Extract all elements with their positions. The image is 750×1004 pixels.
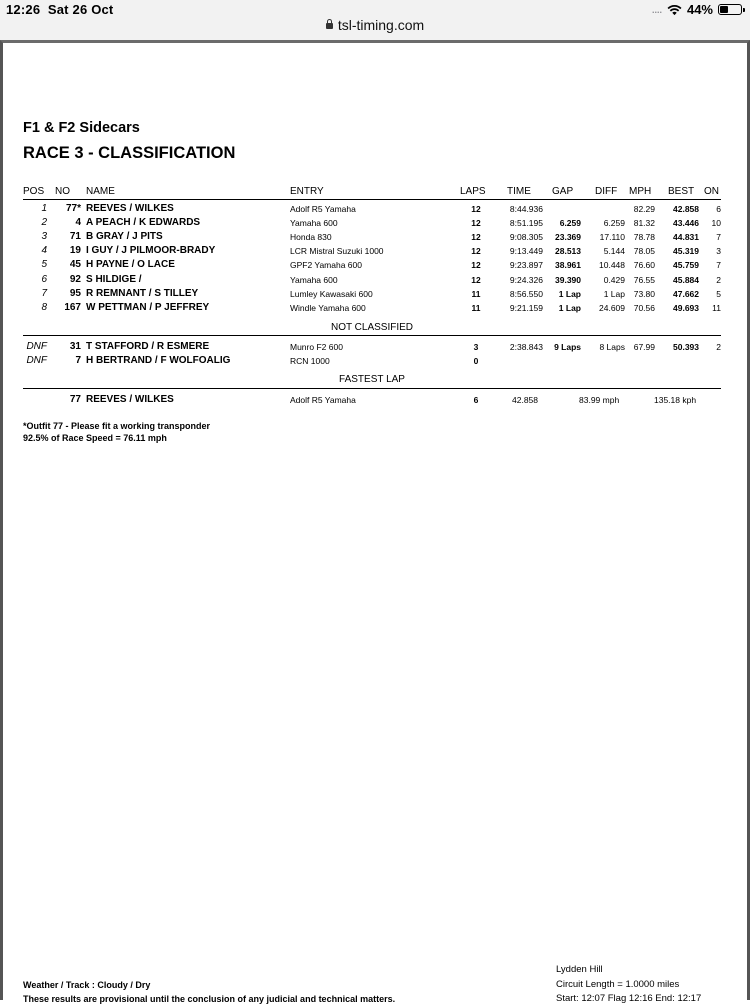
- address-bar[interactable]: [0, 17, 750, 33]
- table-row-on: 7: [716, 232, 721, 242]
- table-row-entry: Yamaha 600: [290, 218, 338, 228]
- table-row-entry: Yamaha 600: [290, 275, 338, 285]
- table-row-mph: 82.29: [633, 204, 655, 214]
- table-row-diff: 6.259: [603, 218, 625, 228]
- header-laps: LAPS: [460, 186, 486, 197]
- table-row-pos: 4: [41, 245, 47, 256]
- event-title: F1 & F2 Sidecars: [23, 120, 140, 136]
- provisional-disclaimer: These results are provisional until the conclusion of any judicial and technical matters.: [23, 994, 396, 1004]
- table-row-laps: 12: [471, 218, 481, 228]
- table-row-entry: GPF2 Yamaha 600: [290, 260, 362, 270]
- table-row-no: 95: [69, 288, 81, 299]
- session-times: Start: 12:07 Flag 12:16 End: 12:17: [556, 993, 702, 1004]
- url-text: tsl-timing.com: [337, 17, 425, 33]
- table-row-laps: 12: [471, 204, 481, 214]
- table-row-no: 77*: [65, 203, 81, 214]
- table-row-best: 45.319: [673, 246, 699, 256]
- table-row-on: 5: [716, 289, 721, 299]
- table-row-dnf-on: 2: [716, 342, 721, 352]
- table-row-dnf-name: T STAFFORD / R ESMERE: [86, 341, 210, 352]
- fastest-lap-number: 6: [473, 395, 479, 405]
- table-row-mph: 73.80: [633, 289, 655, 299]
- table-row-dnf-pos: DNF: [26, 355, 47, 366]
- table-row-pos: 7: [41, 288, 47, 299]
- fastest-lap-no: 77: [69, 394, 81, 405]
- table-row-pos: 1: [41, 203, 47, 214]
- header-time: TIME: [507, 186, 531, 197]
- header-rule: [23, 199, 721, 200]
- venue: Lydden Hill: [556, 964, 603, 975]
- table-row-pos: 5: [41, 259, 47, 270]
- table-row-dnf-mph: 67.99: [633, 342, 655, 352]
- table-row-name: S HILDIGE /: [86, 274, 142, 285]
- table-row-diff: 24.609: [599, 303, 625, 313]
- fastest-lap-name: REEVES / WILKES: [86, 394, 174, 405]
- table-row-laps: 12: [471, 246, 481, 256]
- table-row-laps: 12: [471, 275, 481, 285]
- header-gap: GAP: [552, 186, 574, 197]
- table-row-entry: Adolf R5 Yamaha: [290, 204, 356, 214]
- note-race-speed: 92.5% of Race Speed = 76.11 mph: [23, 433, 167, 443]
- table-row-pos: 6: [41, 274, 47, 285]
- table-row-dnf-entry: Munro F2 600: [290, 342, 343, 352]
- table-row-dnf-no: 7: [75, 355, 81, 366]
- fastest-lap-label: FASTEST LAP: [339, 374, 405, 385]
- table-row-dnf-name: H BERTRAND / F WOLFOALIG: [86, 355, 231, 366]
- table-row-time: 9:13.449: [509, 246, 543, 256]
- table-row-name: W PETTMAN / P JEFFREY: [86, 302, 210, 313]
- table-row-gap: 1 Lap: [558, 303, 581, 313]
- circuit-length: Circuit Length = 1.0000 miles: [556, 979, 680, 990]
- not-classified-rule: [23, 335, 721, 336]
- table-row-gap: 28.513: [555, 246, 581, 256]
- table-row-name: R REMNANT / S TILLEY: [86, 288, 199, 299]
- table-row-on: 10: [711, 218, 721, 228]
- table-row-dnf-pos: DNF: [26, 341, 47, 352]
- header-no: NO: [55, 186, 70, 197]
- results-document: [3, 43, 747, 1003]
- table-row-entry: Lumley Kawasaki 600: [290, 289, 373, 299]
- race-title: RACE 3 - CLASSIFICATION: [23, 144, 236, 162]
- wifi-icon: [667, 4, 682, 16]
- table-row-dnf-diff: 8 Laps: [599, 342, 625, 352]
- table-row-on: 11: [712, 303, 721, 313]
- table-row-name: I GUY / J PILMOOR-BRADY: [86, 245, 216, 256]
- table-row-mph: 81.32: [633, 218, 655, 228]
- table-row-dnf-laps: 3: [473, 342, 479, 352]
- table-row-best: 44.831: [673, 232, 699, 242]
- table-row-on: 2: [716, 275, 721, 285]
- table-row-pos: 8: [41, 302, 47, 313]
- table-row-time: 8:56.550: [509, 289, 543, 299]
- table-row-no: 71: [69, 231, 81, 242]
- table-row-dnf-no: 31: [69, 341, 81, 352]
- table-row-entry: Windle Yamaha 600: [290, 303, 366, 313]
- table-row-pos: 3: [41, 231, 47, 242]
- table-row-no: 45: [69, 259, 81, 270]
- table-row-on: 7: [716, 260, 721, 270]
- table-row-dnf-entry: RCN 1000: [290, 356, 330, 366]
- table-row-best: 47.662: [673, 289, 699, 299]
- fastest-lap-mph: 83.99 mph: [579, 395, 620, 405]
- table-row-time: 8:51.195: [509, 218, 543, 228]
- table-row-no: 4: [75, 217, 81, 228]
- header-on: ON: [704, 186, 719, 197]
- table-row-diff: 1 Lap: [603, 289, 625, 299]
- table-row-name: B GRAY / J PITS: [86, 231, 163, 242]
- signal-icon: ....: [651, 4, 662, 15]
- table-row-no: 167: [64, 302, 81, 313]
- browser-top-bar: [0, 0, 750, 40]
- table-row-no: 92: [69, 274, 81, 285]
- table-row-time: 9:23.897: [509, 260, 543, 270]
- table-row-name: H PAYNE / O LACE: [86, 259, 175, 270]
- header-pos: POS: [23, 186, 45, 197]
- table-row-diff: 0.429: [603, 275, 625, 285]
- battery-percent: 44%: [686, 2, 713, 17]
- table-row-laps: 11: [471, 303, 481, 313]
- table-row-laps: 11: [471, 289, 481, 299]
- status-indicators: [652, 2, 742, 17]
- table-row-gap: 6.259: [559, 218, 581, 228]
- table-row-best: 42.858: [673, 204, 699, 214]
- header-entry: ENTRY: [290, 186, 324, 197]
- table-row-best: 43.446: [673, 218, 699, 228]
- table-row-time: 8:44.936: [509, 204, 543, 214]
- status-time: 12:26 Sat 26 Oct: [6, 2, 114, 17]
- table-row-diff: 10.448: [599, 260, 625, 270]
- table-row-mph: 70.56: [633, 303, 655, 313]
- table-row-dnf-laps: 0: [473, 356, 479, 366]
- table-row-diff: 5.144: [603, 246, 625, 256]
- header-mph: MPH: [629, 186, 652, 197]
- table-row-gap: 1 Lap: [558, 289, 581, 299]
- table-row-name: A PEACH / K EDWARDS: [86, 217, 201, 228]
- table-row-dnf-gap: 9 Laps: [554, 342, 581, 352]
- table-row-laps: 12: [471, 232, 481, 242]
- note-transponder: *Outfit 77 - Please fit a working transponder: [23, 421, 211, 431]
- table-row-laps: 12: [471, 260, 481, 270]
- not-classified-label: NOT CLASSIFIED: [330, 322, 414, 333]
- table-row-entry: LCR Mistral Suzuki 1000: [290, 246, 384, 256]
- table-row-best: 45.759: [673, 260, 699, 270]
- fastest-lap-entry: Adolf R5 Yamaha: [290, 395, 356, 405]
- table-row-dnf-time: 2:38.843: [509, 342, 543, 352]
- fastest-lap-kph: 135.18 kph: [654, 395, 697, 405]
- table-row-gap: 39.390: [555, 275, 581, 285]
- table-row-dnf-best: 50.393: [673, 342, 699, 352]
- table-row-gap: 38.961: [555, 260, 581, 270]
- table-row-entry: Honda 830: [290, 232, 332, 242]
- header-diff: DIFF: [595, 186, 618, 197]
- table-row-time: 9:21.159: [509, 303, 543, 313]
- table-row-mph: 76.60: [633, 260, 655, 270]
- lock-icon: [326, 23, 333, 29]
- document-page: [0, 40, 750, 1004]
- header-name: NAME: [86, 186, 115, 197]
- table-row-mph: 78.78: [633, 232, 655, 242]
- table-row-mph: 78.05: [633, 246, 655, 256]
- table-row-on: 6: [716, 204, 721, 214]
- weather-track: Weather / Track : Cloudy / Dry: [23, 980, 151, 990]
- table-row-best: 49.693: [673, 303, 699, 313]
- fastest-lap-time: 42.858: [512, 395, 538, 405]
- table-row-diff: 17.110: [599, 232, 625, 242]
- table-row-pos: 2: [41, 217, 47, 228]
- table-row-best: 45.884: [673, 275, 699, 285]
- table-row-gap: 23.369: [555, 232, 581, 242]
- table-row-time: 9:24.326: [509, 275, 543, 285]
- table-row-mph: 76.55: [633, 275, 655, 285]
- table-row-no: 19: [69, 245, 81, 256]
- fastest-lap-rule: [23, 388, 721, 389]
- table-row-time: 9:08.305: [509, 232, 543, 242]
- table-row-on: 3: [716, 246, 721, 256]
- header-best: BEST: [668, 186, 695, 197]
- table-row-name: REEVES / WILKES: [86, 203, 174, 214]
- battery-icon: [718, 4, 742, 15]
